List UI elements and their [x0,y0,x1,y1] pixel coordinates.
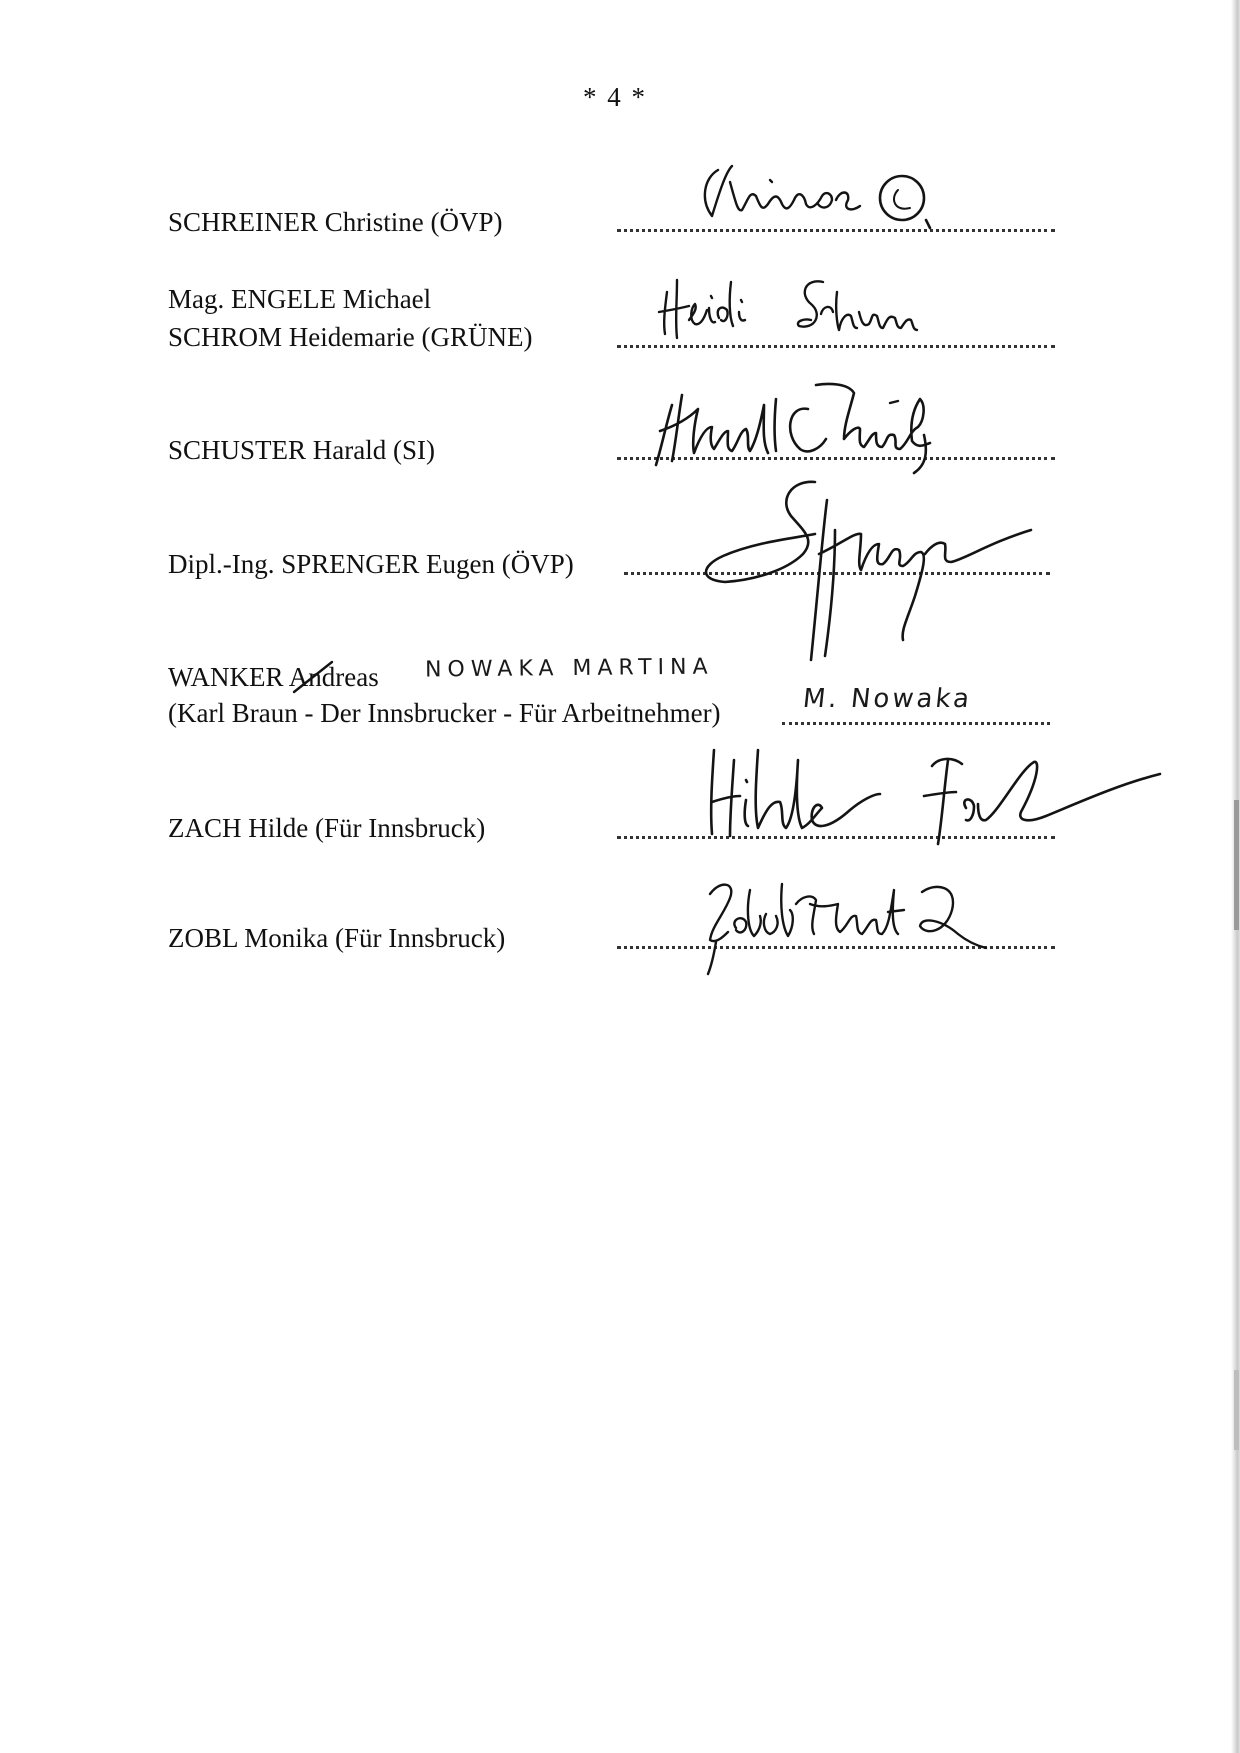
scan-edge-shadow [1234,800,1239,930]
signature-sprenger [695,470,1055,670]
signature-schreiner [690,160,1070,240]
signature-schuster [628,365,988,475]
entry-name-schreiner: SCHREINER Christine (ÖVP) [168,207,503,237]
entry-name-schuster: SCHUSTER Harald (SI) [168,435,435,465]
signature-nowaka: M. Nowaka [801,684,974,714]
signature-zobl [690,870,1010,980]
signature-zach [700,740,1170,850]
handwritten-replacement-name: NOWAKA MARTINA [424,654,714,683]
entry-name-wanker-surname: WANKER [168,662,284,692]
entry-name-zach: ZACH Hilde (Für Innsbruck) [168,813,486,843]
entry-name-wanker-struck-firstname: Andreas [288,662,379,692]
entry-name-sprenger: Dipl.-Ing. SPRENGER Eugen (ÖVP) [168,549,574,579]
signature-line [782,722,1050,725]
signature-schrom [655,268,975,348]
page-number: * 4 * [583,82,647,112]
entry-name-schrom: SCHROM Heidemarie (GRÜNE) [168,322,533,352]
scan-edge-shadow [1234,1370,1239,1450]
strikethrough-mark [288,656,368,696]
entry-name-zobl: ZOBL Monika (Für Innsbruck) [168,923,506,953]
entry-name-engele: Mag. ENGELE Michael [168,284,432,314]
entry-name-karl-braun-list: (Karl Braun - Der Innsbrucker - Für Arbeitnehmer) [168,698,721,728]
